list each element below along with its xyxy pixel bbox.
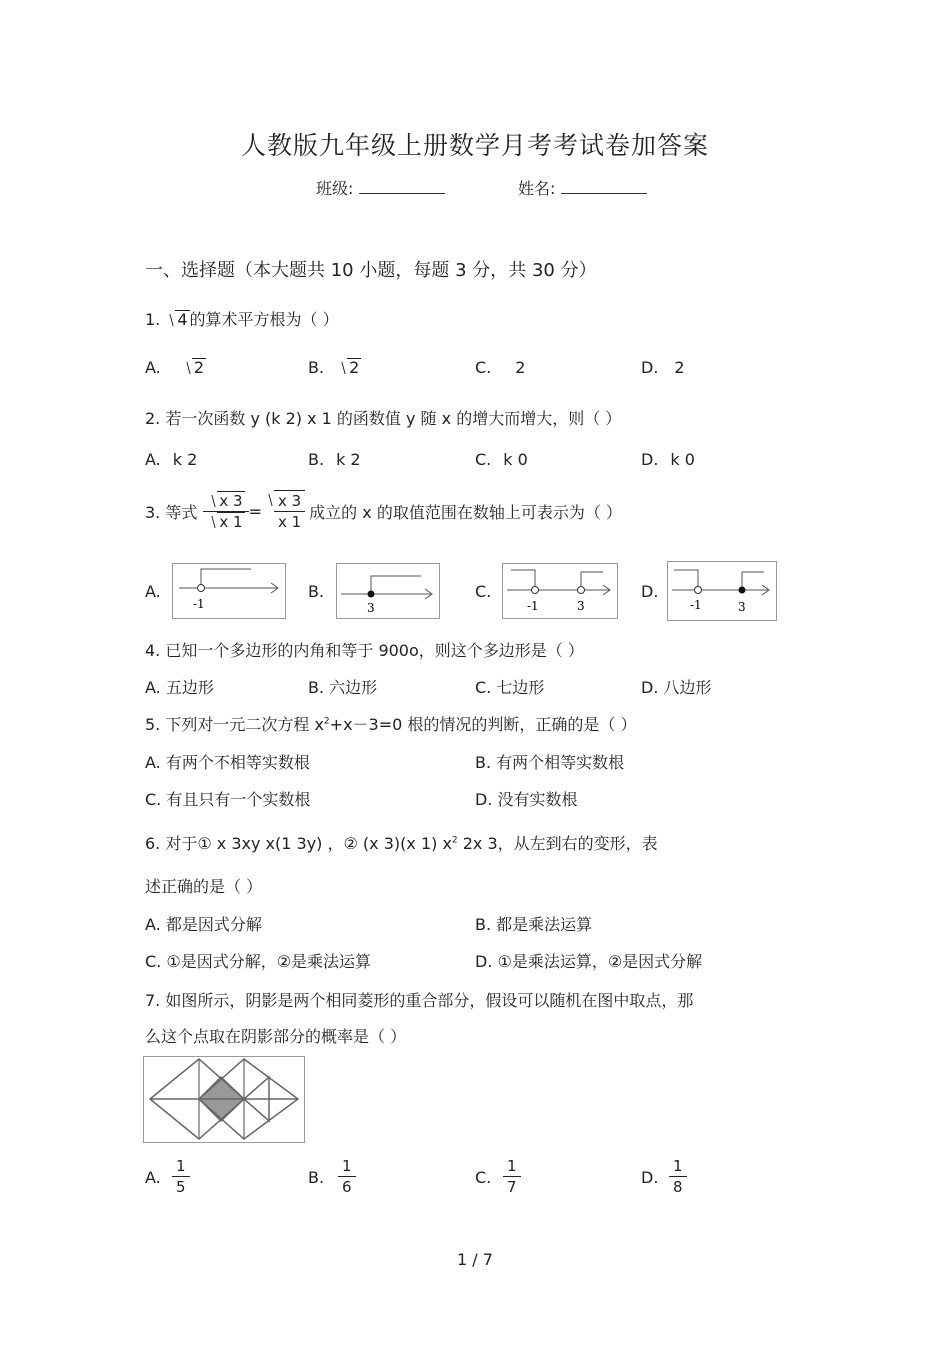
q3-text: 成立的 x 的取值范围在数轴上可表示为（ ） — [309, 502, 622, 522]
q1-option-c: C. 2 — [475, 358, 526, 377]
q3-number-line-a — [172, 563, 286, 619]
q5-option-d: D. 没有实数根 — [475, 790, 578, 809]
question-2: 2. 若一次函数 y (k 2) x 1 的函数值 y 随 x 的增大而增大，则（ ） — [145, 409, 622, 428]
q4-option-c: C. 七边形 — [475, 678, 545, 697]
q3-number-line-d — [667, 561, 777, 621]
q3-right-root: $\frac{x 3}{x 1}$ — [274, 490, 305, 532]
q7-option-b-fraction: $\frac{1}{6}$ — [338, 1156, 356, 1197]
class-blank — [359, 179, 445, 194]
q5-option-c: C. 有且只有一个实数根 — [145, 790, 311, 809]
page-number: 1 / 7 — [457, 1250, 493, 1269]
q7-option-a-label: A. — [145, 1168, 161, 1187]
q6-option-b: B. 都是乘法运算 — [475, 915, 593, 934]
q7-option-d-label: D. — [641, 1168, 659, 1187]
q3-number: 3. 等式 — [145, 502, 198, 522]
q3-equals: = — [248, 501, 262, 521]
question-3 — [145, 490, 622, 532]
q5-option-b: B. 有两个相等实数根 — [475, 753, 625, 772]
q7-option-c-label: C. — [475, 1168, 492, 1187]
name-field — [518, 176, 647, 199]
q1-sqrt: 4 — [177, 310, 188, 329]
q1-option-b: B. 2 — [308, 358, 360, 377]
q2-option-b: B. k 2 — [308, 450, 361, 469]
q4-option-d: D. 八边形 — [641, 678, 712, 697]
q3a-tick: -1 — [193, 597, 205, 611]
q3d-tick1: -1 — [690, 598, 702, 612]
question-6: 6. 对于① x 3xy x(1 3y) ，② (x 3)(x 1) $x^2$ 2x 3，从左到右的变形，表 — [145, 834, 658, 853]
rhombus-figure — [143, 1056, 305, 1143]
q1-text: 的算术平方根为（ ） — [189, 310, 339, 329]
name-blank — [561, 179, 647, 194]
q5-option-a: A. 有两个不相等实数根 — [145, 753, 310, 772]
q4-option-a: A. 五边形 — [145, 678, 214, 697]
q7-option-a-fraction: $\frac{1}{5}$ — [172, 1156, 190, 1197]
q2-option-a: A. k 2 — [145, 450, 198, 469]
q1-number: 1. — [145, 310, 161, 329]
q3c-tick1: -1 — [527, 599, 539, 613]
name-label: 姓名: — [518, 179, 556, 198]
q6-option-c: C. ①是因式分解，②是乘法运算 — [145, 952, 372, 971]
q6-option-a: A. 都是因式分解 — [145, 915, 262, 934]
question-1 — [145, 307, 339, 330]
q3-left-fraction: $\frac{x 3}{x 1}$ — [203, 491, 248, 532]
q3c-tick2: 3 — [577, 599, 585, 613]
question-7: 7. 如图所示，阴影是两个相同菱形的重合部分，假设可以随机在图中取点，那 — [145, 991, 694, 1010]
q3b-tick: 3 — [367, 601, 375, 615]
question-7-cont: 么这个点取在阴影部分的概率是（ ） — [145, 1027, 407, 1046]
q3-option-c-label: C. — [475, 582, 492, 601]
class-field — [316, 176, 445, 199]
page-title: 人教版九年级上册数学月考考试卷加答案 — [240, 131, 709, 160]
question-4: 4. 已知一个多边形的内角和等于 900o，则这个多边形是（ ） — [145, 641, 584, 660]
q7-option-d-fraction: $\frac{1}{8}$ — [669, 1156, 687, 1197]
q1-option-d: D. 2 — [641, 358, 685, 377]
q3-option-a-label: A. — [145, 582, 161, 601]
q7-option-b-label: B. — [308, 1168, 325, 1187]
q3-option-d-label: D. — [641, 582, 659, 601]
q1-option-a: A. 2 — [145, 358, 205, 377]
question-6-cont: 述正确的是（ ） — [145, 877, 263, 896]
q3-number-line-c — [502, 563, 618, 619]
q3d-tick2: 3 — [738, 600, 746, 614]
q3-number-line-b — [336, 563, 440, 619]
class-label: 班级: — [316, 179, 354, 198]
question-5: 5. 下列对一元二次方程 $x^2+x-3=0$ 根的情况的判断，正确的是（ ） — [145, 715, 637, 734]
q4-option-b: B. 六边形 — [308, 678, 378, 697]
q2-option-d: D. k 0 — [641, 450, 695, 469]
q3-option-b-label: B. — [308, 582, 325, 601]
q2-option-c: C. k 0 — [475, 450, 528, 469]
section-heading: 一、选择题（本大题共 10 小题，每题 3 分，共 30 分） — [145, 260, 597, 281]
q7-option-c-fraction: $\frac{1}{7}$ — [503, 1156, 521, 1197]
q6-option-d: D. ①是乘法运算，②是因式分解 — [475, 952, 703, 971]
